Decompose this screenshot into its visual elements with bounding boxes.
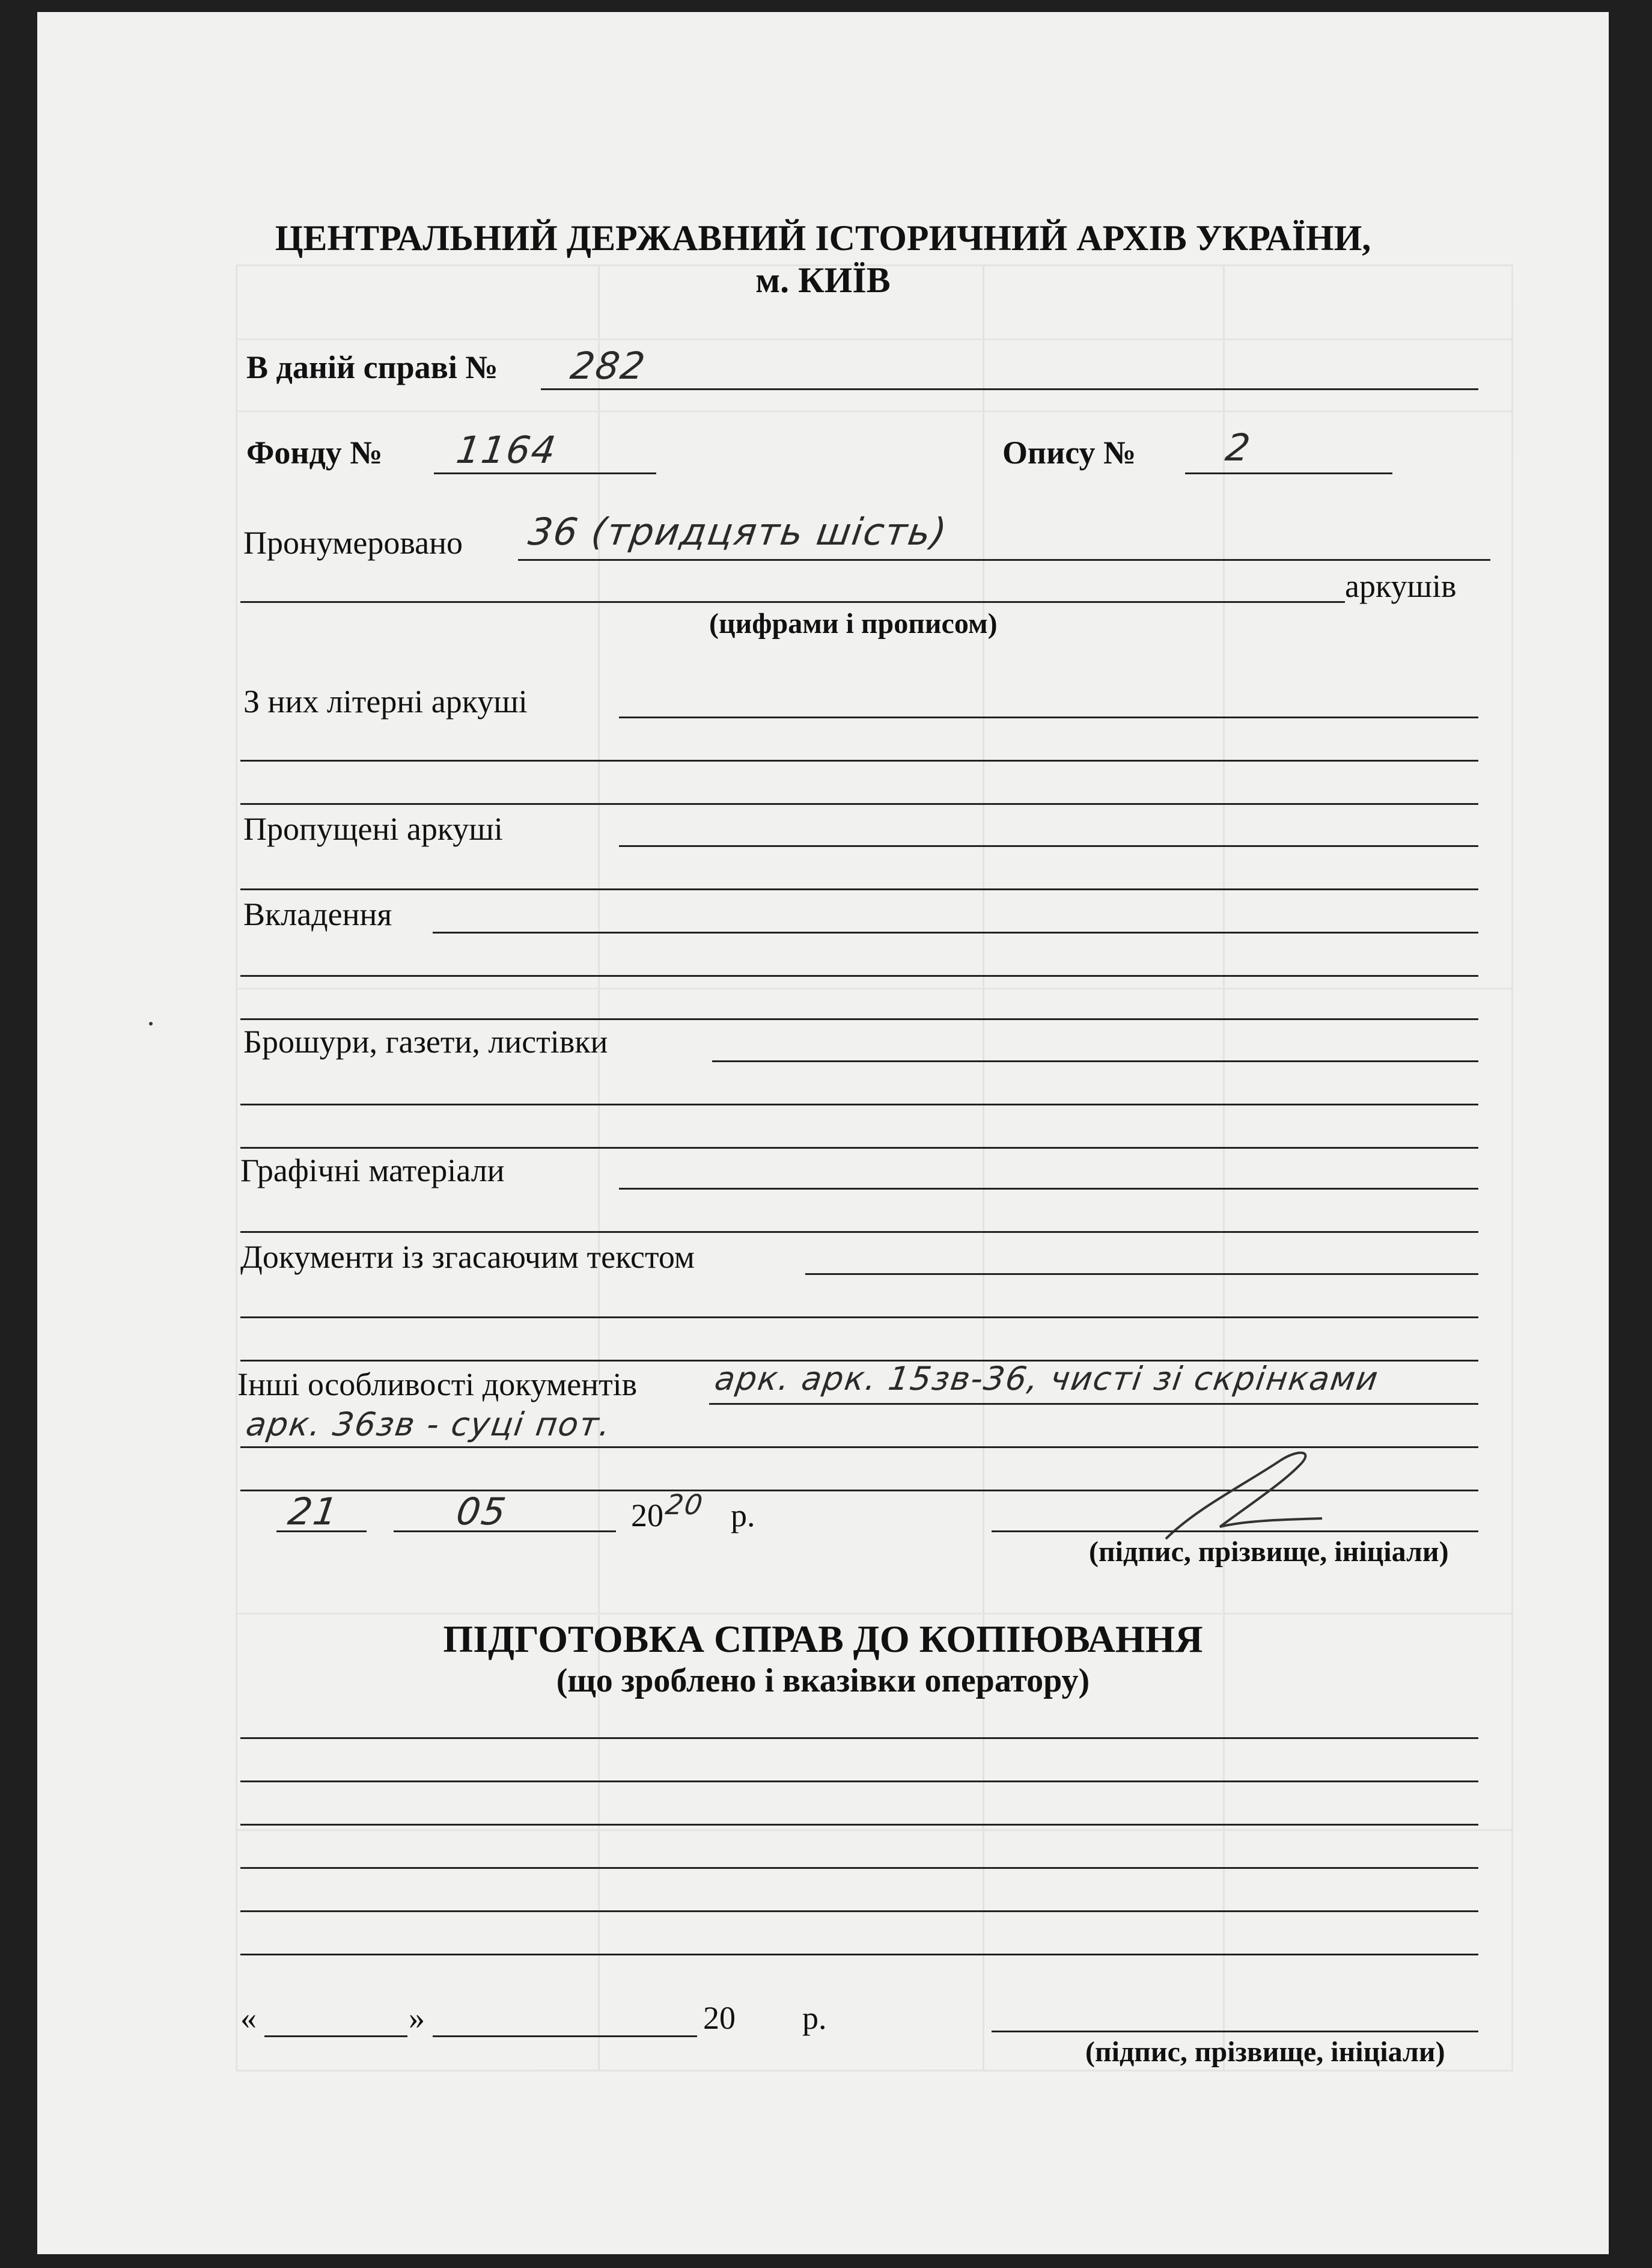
case-number-label: В даній справі № [246, 349, 498, 385]
copy-prep-year-prefix: 20 [703, 2000, 736, 2036]
signature-line-1 [992, 1530, 1478, 1532]
missing-sheets-label: Пропущені аркуші [243, 811, 503, 847]
copy-prep-month-line [433, 2035, 697, 2037]
attachments-line-1 [433, 932, 1478, 934]
brochures-label: Брошури, газети, листівки [243, 1024, 608, 1060]
numbered-note: (цифрами і прописом) [709, 608, 998, 640]
copy-prep-line-4 [240, 1867, 1478, 1869]
graphics-line-1 [619, 1188, 1478, 1190]
brochures-line-3 [240, 1147, 1478, 1149]
copy-prep-line-1 [240, 1737, 1478, 1739]
attachments-line-2 [240, 975, 1478, 977]
graphics-line-2 [240, 1231, 1478, 1233]
fund-label: Фонду № [246, 435, 383, 471]
letter-sheets-line-2 [240, 760, 1478, 762]
inventory-value: 2 [1222, 426, 1254, 469]
missing-sheets-line-2 [240, 888, 1478, 890]
letter-sheets-line-3 [240, 803, 1478, 805]
attachments-label: Вкладення [243, 896, 392, 932]
inventory-label: Опису № [1002, 435, 1136, 471]
fund-value: 1164 [453, 428, 559, 472]
other-features-value-1: арк. арк. 15зв-36, чисті зі скрінками [712, 1360, 1382, 1398]
date-month: 05 [453, 1490, 510, 1533]
brochures-line-2 [240, 1104, 1478, 1105]
date-year-suffix: 20 [663, 1488, 706, 1521]
copy-prep-title: ПІДГОТОВКА СПРАВ ДО КОПІЮВАННЯ [443, 1618, 1203, 1660]
numbered-value: 36 (тридцять шість) [525, 510, 951, 554]
fading-text-line-1 [805, 1273, 1478, 1275]
numbered-line-2 [240, 601, 1345, 603]
case-number-value: 282 [567, 344, 649, 388]
copy-prep-line-3 [240, 1824, 1478, 1826]
attachments-line-3 [240, 1018, 1478, 1020]
other-features-line-1 [709, 1403, 1478, 1405]
signature-line-2 [992, 2031, 1478, 2032]
inventory-line [1185, 472, 1392, 474]
copy-prep-line-2 [240, 1780, 1478, 1782]
signature-caption-2: (підпис, прізвище, ініціали) [1085, 2036, 1445, 2068]
paper-speck [149, 1022, 153, 1025]
numbered-suffix: аркушів [1345, 568, 1457, 604]
fund-line [434, 472, 656, 474]
signature-scribble [1142, 1443, 1382, 1551]
signature-caption-1: (підпис, прізвище, ініціали) [1089, 1536, 1449, 1568]
letter-sheets-line-1 [619, 717, 1478, 718]
copy-prep-subtitle: (що зроблено і вказівки оператору) [556, 1662, 1090, 1699]
copy-prep-day-line [264, 2035, 407, 2037]
copy-prep-line-5 [240, 1910, 1478, 1912]
date-day: 21 [285, 1490, 342, 1533]
fading-text-label: Документи із згасаючим текстом [240, 1239, 695, 1275]
graphics-label: Графічні матеріали [240, 1152, 505, 1188]
other-features-label: Інші особливості документів [237, 1366, 638, 1402]
letter-sheets-label: З них літерні аркуші [243, 683, 528, 720]
fading-text-line-2 [240, 1316, 1478, 1318]
copy-prep-date-open: « [240, 2000, 257, 2036]
numbered-label: Пронумеровано [243, 525, 463, 561]
date-month-line [394, 1530, 616, 1532]
copy-prep-line-6 [240, 1954, 1478, 1955]
numbered-line-1 [518, 559, 1490, 561]
date-year-prefix: 20 [631, 1497, 663, 1533]
brochures-line-1 [712, 1060, 1478, 1062]
copy-prep-date-close: » [409, 2000, 425, 2036]
archive-name: ЦЕНТРАЛЬНИЙ ДЕРЖАВНИЙ ІСТОРИЧНИЙ АРХІВ УКРАЇНИ, [275, 218, 1371, 258]
other-features-value-2: арк. 36зв - суці пот. [243, 1405, 614, 1443]
archive-city: м. КИЇВ [755, 260, 891, 300]
case-number-line [541, 388, 1478, 390]
copy-prep-year-end: р. [802, 2000, 827, 2036]
date-year-end: р. [731, 1497, 755, 1533]
missing-sheets-line-1 [619, 845, 1478, 847]
